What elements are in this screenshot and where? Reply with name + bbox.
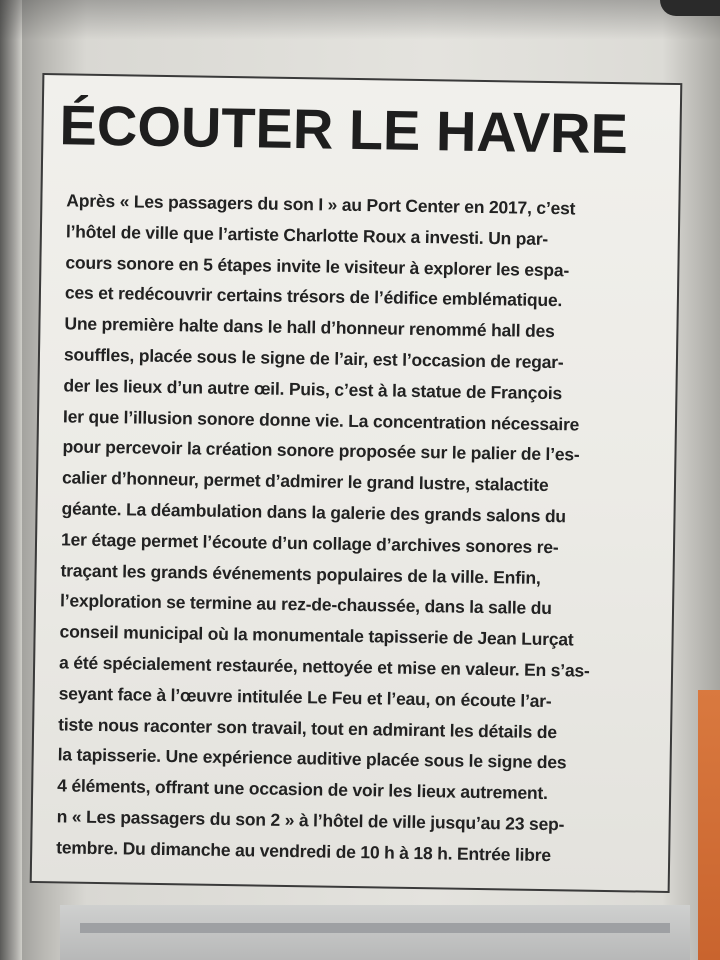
article-title: ÉCOUTER LE HAVRE: [59, 93, 629, 166]
body-line: Ier que l’illusion sonore donne vie. La concentration nécessaire: [62, 405, 580, 435]
body-line: der les lieux d’un autre œil. Puis, c’est à la statue de François: [63, 375, 563, 404]
body-line: Une première halte dans le hall d’honneur renommé hall des: [64, 313, 555, 342]
adjacent-page-edge: [0, 0, 22, 960]
body-line: souffles, placée sous le signe de l’air, est l’occasion de regar-: [63, 344, 564, 373]
body-line: seyant face à l’œuvre intitulée Le Feu et l’eau, on écoute l’ar-: [58, 683, 552, 711]
body-line: l’exploration se termine au rez-de-chaussée, dans la salle du: [59, 590, 552, 619]
article-box: [30, 73, 683, 893]
body-line: l’hôtel de ville que l’artiste Charlotte Roux a investi. Un par-: [65, 221, 549, 249]
corner-object: [660, 0, 720, 16]
body-line: tiste nous raconter son travail, tout en admirant les détails de: [58, 713, 557, 742]
body-line: la tapisserie. Une expérience auditive placée sous le signe des: [57, 744, 567, 773]
body-line: géante. La déambulation dans la galerie des grands salons du: [61, 498, 567, 527]
body-line: conseil municipal où la monumentale tapisserie de Jean Lurçat: [59, 621, 574, 650]
body-line: calier d’honneur, permet d’admirer le grand lustre, stalactite: [61, 467, 549, 496]
body-line: 4 éléments, offrant une occasion de voir les lieux autrement.: [57, 775, 548, 804]
bottom-gray-bar: [80, 923, 670, 933]
top-shadow: [0, 0, 720, 40]
body-line: cours sonore en 5 étapes invite le visiteur à explorer les espa-: [65, 252, 570, 280]
body-line: a été spécialement restaurée, nettoyée et mise en valeur. En s’as-: [58, 652, 590, 681]
body-line: Après « Les passagers du son I » au Port Center en 2017, c’est: [66, 190, 576, 219]
body-line: 1er étage permet l’écoute d’un collage d’archives sonores re-: [60, 529, 559, 557]
body-line: tembre. Du dimanche au vendredi de 10 h à 18 h. Entrée libre: [56, 837, 552, 865]
body-line: traçant les grands événements populaires de la ville. Enfin,: [60, 559, 541, 588]
adjacent-orange-page: [698, 690, 720, 960]
body-line: ces et redécouvrir certains trésors de l’édifice emblématique.: [64, 282, 563, 311]
bottom-page-fragment: [60, 905, 690, 960]
body-line: pour percevoir la création sonore proposée sur le palier de l’es-: [62, 436, 580, 465]
article-body: [56, 185, 667, 872]
body-line: n « Les passagers du son 2 » à l’hôtel de ville jusqu’au 23 sep-: [56, 806, 565, 835]
